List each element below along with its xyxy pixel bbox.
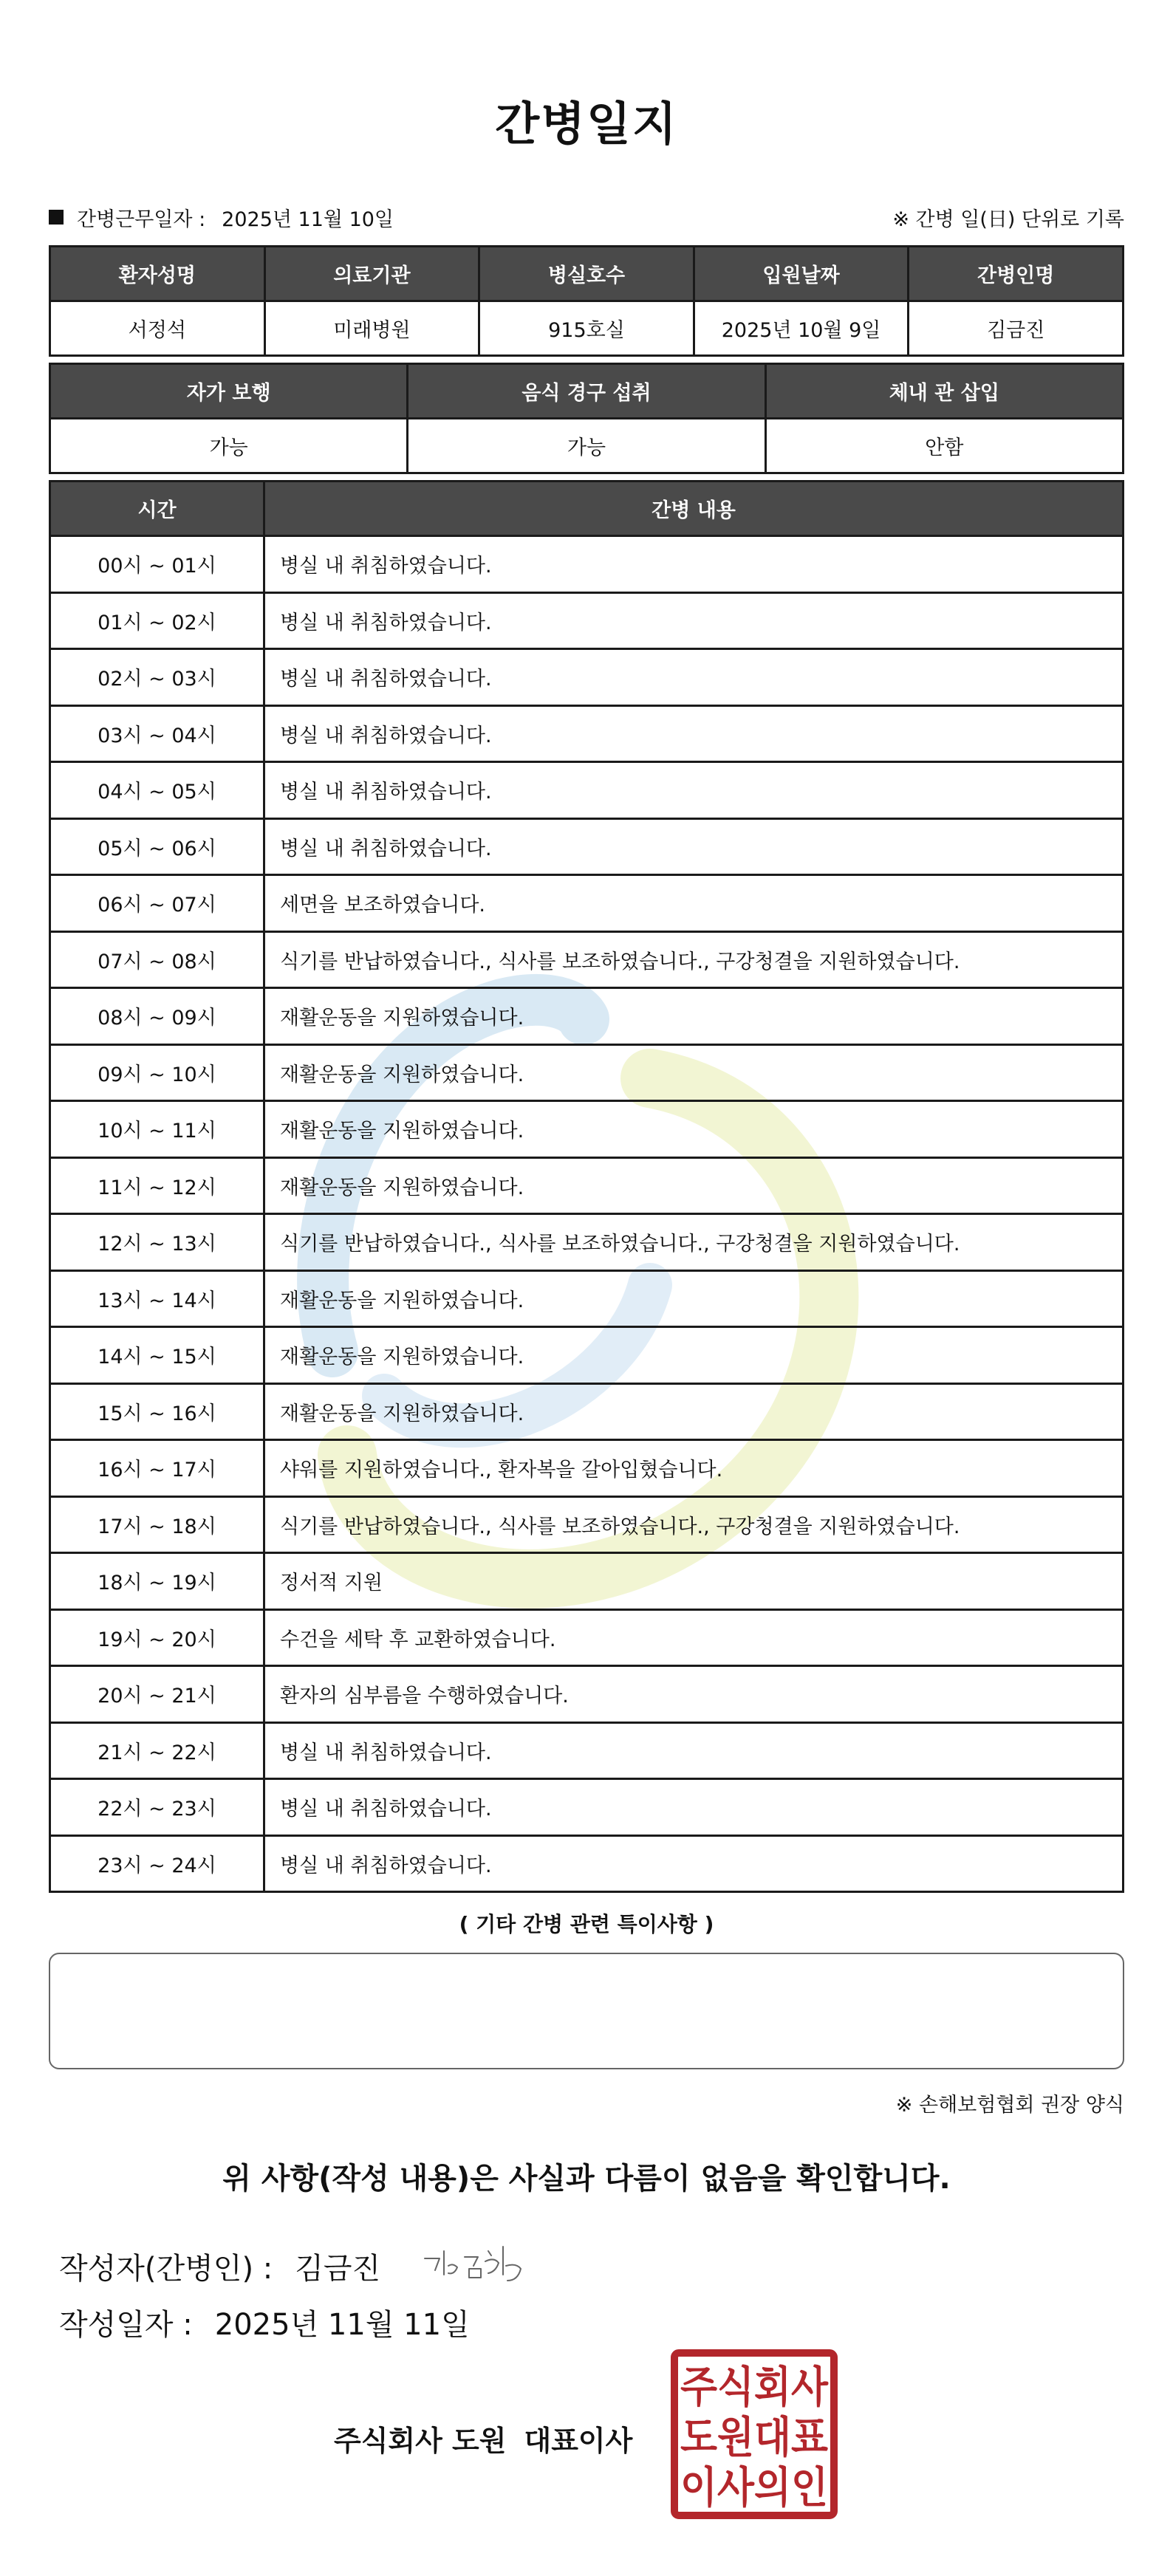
care-log-time: 14시 ~ 15시 [50,1327,264,1384]
standard-note: ※ 손해보험협회 권장 양식 [895,2094,1124,2117]
care-log-content: 병실 내 취침하였습니다. [264,649,1124,706]
care-log-row [50,875,1124,932]
svg-text:주식회사: 주식회사 [680,2362,829,2412]
writer-line [59,2236,543,2295]
header-care-content: 간병 내용 [264,482,1124,536]
care-log-time: 08시 ~ 09시 [50,988,264,1045]
company-title: 대표이사 [524,2425,633,2457]
care-log-content: 병실 내 취침하였습니다. [264,536,1124,593]
care-log-time: 22시 ~ 23시 [50,1779,264,1836]
care-log-row [50,818,1124,875]
written-date-line [59,2301,470,2343]
company-seal-stamp [670,2349,838,2520]
care-log-time: 10시 ~ 11시 [50,1101,264,1158]
care-log-time: 11시 ~ 12시 [50,1157,264,1214]
remarks-box [49,1953,1124,2069]
care-log-row [50,931,1124,988]
care-log-content: 환자의 심부름을 수행하였습니다. [264,1666,1124,1723]
care-log-time: 09시 ~ 10시 [50,1044,264,1101]
patient-info-header-row [50,247,1124,301]
care-log-row [50,649,1124,706]
header-caregiver-name: 간병인명 [909,247,1124,301]
care-log-row [50,1835,1124,1892]
writer-name: 김금진 [295,2251,381,2286]
care-log-row [50,1779,1124,1836]
care-log-content: 재활운동을 지원하였습니다. [264,1270,1124,1327]
care-log-table [49,480,1124,1893]
meta-row [49,201,1124,233]
care-log-time: 01시 ~ 02시 [50,592,264,649]
care-log-content: 식기를 반납하였습니다., 식사를 보조하였습니다., 구강청결을 지원하였습니다. [264,1214,1124,1271]
care-log-content: 병실 내 취침하였습니다. [264,1722,1124,1779]
care-log-time: 06시 ~ 07시 [50,875,264,932]
care-log-time: 16시 ~ 17시 [50,1440,264,1497]
svg-text:이사의인: 이사의인 [680,2462,828,2512]
care-log-row [50,705,1124,762]
care-log-time: 04시 ~ 05시 [50,762,264,819]
care-log-row [50,1214,1124,1271]
writer-label: 작성자(간병인) : [59,2251,273,2286]
work-date-value: 2025년 11월 10일 [222,208,394,231]
oral-intake: 가능 [408,419,765,473]
care-log-row [50,988,1124,1045]
handwritten-signature [417,2236,543,2295]
header-self-walking: 자가 보행 [50,364,408,419]
care-log-time: 02시 ~ 03시 [50,649,264,706]
care-log-time: 03시 ~ 04시 [50,705,264,762]
care-log-content: 병실 내 취침하였습니다. [264,592,1124,649]
care-log-content: 세면을 보조하였습니다. [264,875,1124,932]
care-log-content: 재활운동을 지원하였습니다. [264,1101,1124,1158]
care-log-time: 13시 ~ 14시 [50,1270,264,1327]
written-date-label: 작성일자 : [59,2308,193,2342]
care-log-row [50,762,1124,819]
work-date-block [49,203,394,232]
care-log-content: 병실 내 취침하였습니다. [264,1835,1124,1892]
care-log-row [50,1383,1124,1440]
header-oral-intake: 음식 경구 섭취 [408,364,765,419]
patient-status-header-row [50,364,1124,419]
care-log-header-row [50,482,1124,536]
record-note: ※ 간병 일(日) 단위로 기록 [892,208,1124,231]
care-log-time: 15시 ~ 16시 [50,1383,264,1440]
care-log-row [50,1722,1124,1779]
care-log-row [50,1609,1124,1666]
svg-text:도원대표: 도원대표 [680,2412,828,2462]
care-log-time: 07시 ~ 08시 [50,931,264,988]
care-log-content: 재활운동을 지원하였습니다. [264,988,1124,1045]
tube-insertion: 안함 [765,419,1123,473]
admission-date: 2025년 10월 9일 [694,301,909,356]
care-log-row [50,1496,1124,1553]
care-log-content: 재활운동을 지원하였습니다. [264,1327,1124,1384]
care-log-row [50,1666,1124,1723]
care-log-row [50,592,1124,649]
caregiver-name: 김금진 [909,301,1124,356]
care-log-time: 18시 ~ 19시 [50,1553,264,1610]
patient-info-table [49,245,1124,357]
care-log-row [50,1440,1124,1497]
company-name: 주식회사 도원 [334,2425,507,2457]
care-log-content: 정서적 지원 [264,1553,1124,1610]
care-log-content: 샤워를 지원하였습니다., 환자복을 갈아입혔습니다. [264,1440,1124,1497]
care-log-content: 병실 내 취침하였습니다. [264,762,1124,819]
care-log-content: 재활운동을 지원하였습니다. [264,1383,1124,1440]
patient-status-value-row [50,419,1124,473]
document-title: 간병일지 [495,97,678,151]
written-date-value: 2025년 11월 11일 [214,2308,470,2342]
care-log-time: 17시 ~ 18시 [50,1496,264,1553]
care-log-row [50,1327,1124,1384]
care-log-time: 05시 ~ 06시 [50,818,264,875]
care-log-row [50,1270,1124,1327]
care-log-content: 병실 내 취침하였습니다. [264,1779,1124,1836]
company-line [334,2418,632,2459]
care-log-row [50,1553,1124,1610]
care-log-time: 19시 ~ 20시 [50,1609,264,1666]
header-hospital: 의료기관 [264,247,479,301]
self-walking: 가능 [50,419,408,473]
care-log-content: 병실 내 취침하였습니다. [264,705,1124,762]
care-log-row [50,536,1124,593]
confirmation-statement: 위 사항(작성 내용)은 사실과 다름이 없음을 확인합니다. [222,2162,951,2196]
care-log-content: 식기를 반납하였습니다., 식사를 보조하였습니다., 구강청결을 지원하였습니다. [264,931,1124,988]
header-patient-name: 환자성명 [50,247,265,301]
care-log-content: 병실 내 취침하였습니다. [264,818,1124,875]
care-log-time: 00시 ~ 01시 [50,536,264,593]
remarks-title: ( 기타 간병 관련 특이사항 ) [459,1912,714,1936]
room-number: 915호실 [479,301,694,356]
header-room-number: 병실호수 [479,247,694,301]
header-tube-insertion: 체내 관 삽입 [765,364,1123,419]
care-log-time: 23시 ~ 24시 [50,1835,264,1892]
care-log-time: 21시 ~ 22시 [50,1722,264,1779]
care-log-row [50,1157,1124,1214]
header-time: 시간 [50,482,264,536]
work-date-label: 간병근무일자 : [77,208,206,231]
care-log-body [50,536,1124,1892]
care-log-content: 재활운동을 지원하였습니다. [264,1044,1124,1101]
square-bullet-icon [49,210,64,225]
care-log-time: 12시 ~ 13시 [50,1214,264,1271]
care-log-content: 재활운동을 지원하였습니다. [264,1157,1124,1214]
care-log-content: 식기를 반납하였습니다., 식사를 보조하였습니다., 구강청결을 지원하였습니다. [264,1496,1124,1553]
care-log-row [50,1044,1124,1101]
patient-status-table [49,363,1124,474]
patient-name: 서정석 [50,301,265,356]
care-log-time: 20시 ~ 21시 [50,1666,264,1723]
patient-info-value-row [50,301,1124,356]
care-log-content: 수건을 세탁 후 교환하였습니다. [264,1609,1124,1666]
hospital: 미래병원 [264,301,479,356]
care-log-row [50,1101,1124,1158]
header-admission-date: 입원날짜 [694,247,909,301]
